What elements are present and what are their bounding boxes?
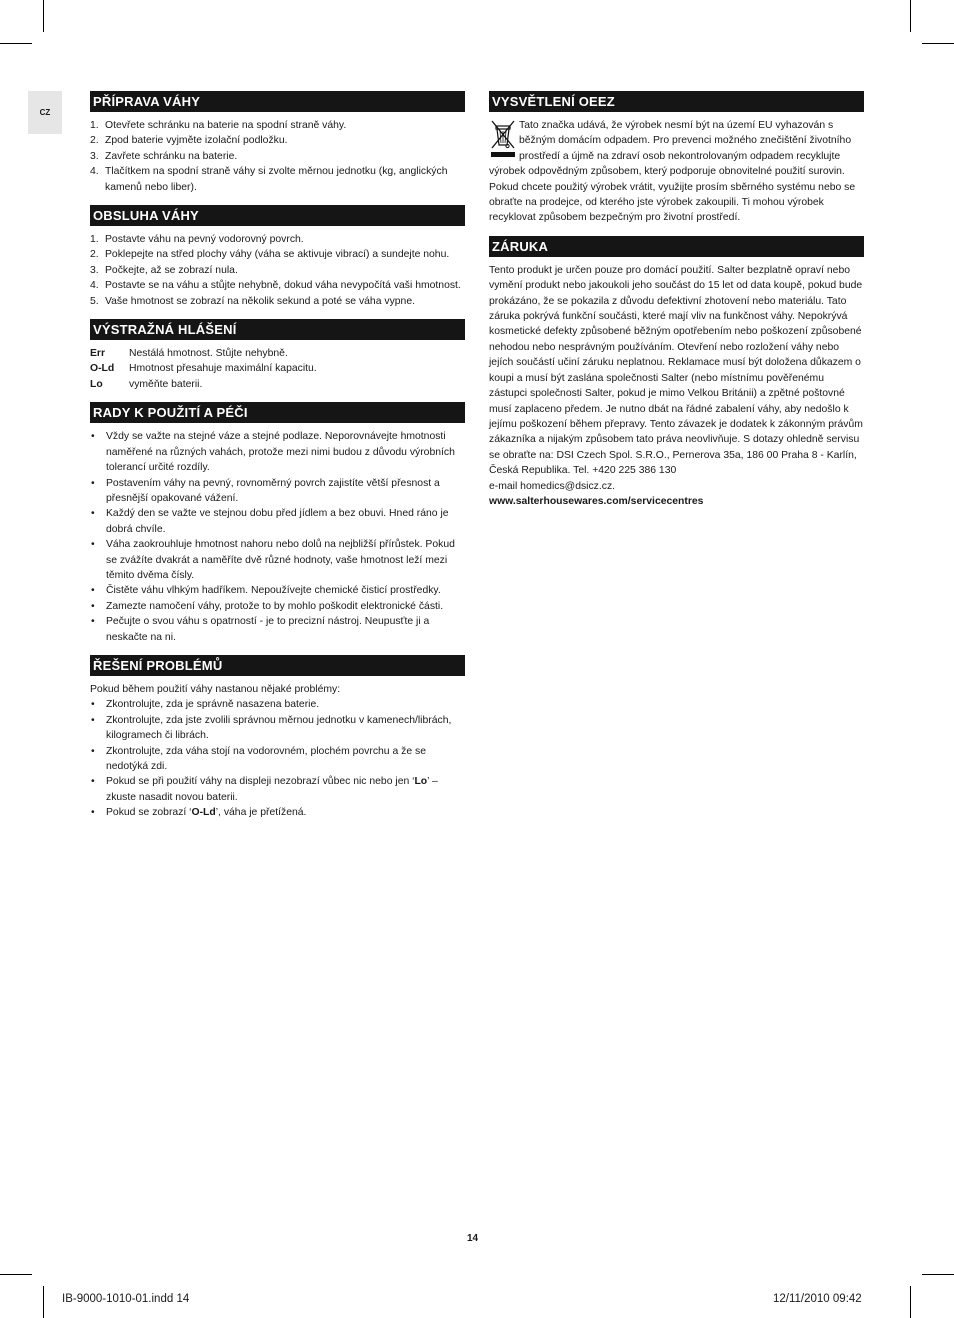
numbered-list <box>90 118 465 195</box>
contact-email: e-mail homedics@dsicz.cz. <box>489 480 616 492</box>
right-column <box>489 91 864 519</box>
list-item <box>90 697 465 712</box>
bullet-list <box>90 429 465 645</box>
language-tab: CZ <box>28 91 62 134</box>
weee-notice <box>489 118 864 226</box>
list-item <box>90 744 465 775</box>
weee-text: Tato značka udává, že výrobek nesmí být na území EU vyhazován s běžným domácím odpadem. Pro prevenci možného znečištění životního prostředí a újmě na zdraví osob nekontrolovaným odpadem recyklujte výrobek odpovědným způsobem, který podporuje obnovitelné použití surovin. Pokud chcete použitý výrobek vrátit, využijte prosím sběrného systému nebo se obraťte na prodejce, od kterého jste výrobek zakoupili. Ti mohou výrobek recyklovat způsobem bezpečným pro životní prostředí. <box>489 120 856 224</box>
item-text: Čistěte váhu vlhkým hadříkem. Nepoužívejte chemické čisticí prostředky. <box>106 585 441 597</box>
item-text: Zpod baterie vyjměte izolační podložku. <box>105 135 288 147</box>
page-number: 14 <box>467 1233 479 1244</box>
footer-datetime: 12/11/2010 09:42 <box>773 1293 862 1305</box>
section-reseni <box>90 655 465 821</box>
item-text: Každý den se važte ve stejnou dobu před jídlem a bez obuvi. Hned ráno je dobrá chvíle. <box>106 508 449 535</box>
list-item <box>90 247 465 262</box>
item-text: Váha zaokrouhluje hmotnost nahoru nebo dolů na nejbližší přírůstek. Pokud se zvážíte dvakrát a naměříte dvě různé hodnoty, vaše hmotnost leží mezi těmito dvěma čísly. <box>106 539 455 581</box>
item-number: 1. <box>90 234 99 246</box>
item-text <box>106 713 465 744</box>
list-item <box>90 294 465 309</box>
bullet-icon: • <box>91 616 95 628</box>
footer-file-name: IB-9000-1010-01.indd 14 <box>62 1293 190 1305</box>
numbered-list <box>90 232 465 309</box>
item-text-part: Zkontrolujte, zda váha stojí na vodorovném, plochém povrchu a že se nedotýká zdi. <box>106 745 426 772</box>
section-priprava <box>90 91 465 195</box>
section-rady <box>90 402 465 645</box>
bullet-icon: • <box>91 714 95 726</box>
intro-text: Pokud během použití váhy nastanou nějaké problémy: <box>90 683 341 695</box>
list-item <box>90 537 465 583</box>
bullet-icon: • <box>91 431 95 443</box>
bullet-icon: • <box>91 600 95 612</box>
bullet-icon: • <box>91 807 95 819</box>
item-number: 1. <box>90 120 99 131</box>
list-item <box>90 614 465 645</box>
item-number: 2. <box>90 135 99 147</box>
item-text-part: Zkontrolujte, zda je správně nasazena baterie. <box>106 699 320 711</box>
bullet-icon: • <box>91 699 95 711</box>
crop-mark <box>922 1274 954 1275</box>
list-item <box>90 805 465 820</box>
bullet-icon: • <box>91 776 95 788</box>
item-number: 5. <box>90 295 99 307</box>
item-number: 2. <box>90 249 99 261</box>
list-item <box>90 278 465 293</box>
list-item <box>90 774 465 805</box>
bullet-icon: • <box>91 745 95 757</box>
item-text: Postavte váhu na pevný vodorovný povrch. <box>105 234 304 246</box>
section-heading: VYSVĚTLENÍ OEEZ <box>489 91 864 112</box>
section-vystrazna <box>90 319 465 392</box>
crossed-out-wheelie-bin-icon <box>489 118 517 158</box>
error-code-row <box>90 377 465 392</box>
item-text: Pečujte o svou váhu s opatrností - je to precizní nástroj. Neupusťte ji a neskačte na ni. <box>106 616 430 643</box>
item-number: 4. <box>90 166 99 178</box>
list-item <box>90 232 465 247</box>
list-item <box>90 713 465 744</box>
section-heading: RADY K POUŽITÍ A PÉČI <box>90 402 465 423</box>
warranty-text: Tento produkt je určen pouze pro domácí použití. Salter bezplatně opraví nebo vymění produkt nebo jakoukoli jeho součást do 15 let od data koupě, pokud bude prokázáno, že se pokazila z důvodu defektivní zhotovení nebo materiálu. Tato záruka pokrývá funkční součásti, které mají vliv na funkčnost váhy. Nepokrývá kosmetické defekty způsobené běžným opotřebením nebo poškození způsobené nehodou nebo nesprávným používáním. Otevření nebo rozložení váhy nebo jejích součástí učiní záruku neplatnou. Reklamace musí být doložena důkazem o koupi a musí být zaslána společnosti Salter (nebo místnímu pověřenému zástupci společnosti Salter, pokud je mimo Velkou Británii) a zpětné poštovné musí zaplaceno předem. Je nutno dbát na řádné zabalení váhy, aby nedošlo k jejímu poškození během přepravy. Tento závazek je dodatek k zákonným právům zákazníka a nijakým způsobem tato práva neovlivňuje. S dotazy ohledně servisu se obraťte na: DSI Czech Spol. S.R.O., Pernerova 35a, 186 00 Praha 8 - Karlín, Česká Republika. Tel. +420 225 386 130 <box>489 264 863 477</box>
item-text <box>106 697 319 712</box>
item-text-part: Pokud se při použití váhy na displeji nezobrazí vůbec nic nebo jen ‘ <box>106 776 415 788</box>
item-text: Otevřete schránku na baterie na spodní straně váhy. <box>105 120 347 131</box>
crop-mark <box>910 1286 911 1318</box>
list-item <box>90 506 465 537</box>
list-item <box>90 263 465 278</box>
bullet-icon: • <box>91 477 95 489</box>
item-number: 3. <box>90 264 99 276</box>
crop-mark <box>922 43 954 44</box>
bullet-icon: • <box>91 539 95 551</box>
item-text: Zavřete schránku na baterie. <box>105 150 238 162</box>
bullet-icon: • <box>91 508 95 520</box>
item-text: Počkejte, až se zobrazí nula. <box>105 264 238 276</box>
list-item <box>90 583 465 598</box>
error-code: Err <box>90 348 106 360</box>
error-code-row <box>90 361 465 376</box>
section-heading: VÝSTRAŽNÁ HLÁŠENÍ <box>90 319 465 340</box>
error-description: vyměňte baterii. <box>129 378 203 390</box>
section-zaruka <box>489 236 864 510</box>
item-text: Zamezte namočení váhy, protože to by mohlo poškodit elektronické části. <box>106 600 444 612</box>
display-code: O-Ld <box>191 807 216 819</box>
section-heading: PŘÍPRAVA VÁHY <box>90 91 465 112</box>
list-item <box>90 476 465 507</box>
section-oeez <box>489 91 864 226</box>
list-item <box>90 118 465 133</box>
section-heading: OBSLUHA VÁHY <box>90 205 465 226</box>
list-item <box>90 133 465 148</box>
item-text-part: ’ – zkuste nasadit novou baterii. <box>106 776 438 803</box>
item-text: Vaše hmotnost se zobrazí na několik sekund a poté se váha vypne. <box>105 295 415 307</box>
crop-mark <box>43 1286 44 1318</box>
item-text-part: Zkontrolujte, zda jste zvolili správnou měrnou jednotku v kamenech/librách, kilogramech či librách. <box>106 714 452 742</box>
section-obsluha <box>90 205 465 309</box>
item-text: Postavte se na váhu a stůjte nehybně, dokud váha nevypočítá vaši hmotnost. <box>105 280 461 292</box>
crop-mark <box>910 0 911 32</box>
error-code: O-Ld <box>90 363 115 375</box>
error-description: Hmotnost přesahuje maximální kapacitu. <box>129 363 317 375</box>
list-item <box>90 149 465 164</box>
item-text-part: ’, váha je přetížená. <box>215 807 307 819</box>
item-text: Poklepejte na střed plochy váhy (váha se aktivuje vibrací) a sundejte nohu. <box>105 249 450 261</box>
section-heading: ZÁRUKA <box>489 236 864 257</box>
crop-mark <box>0 1274 32 1275</box>
item-number: 4. <box>90 280 99 292</box>
list-item <box>90 164 465 195</box>
item-text: Postavením váhy na pevný, rovnoměrný povrch zajistíte větší přesnost a přesnější opakované vážení. <box>106 477 440 504</box>
crop-mark <box>43 0 44 32</box>
display-code: Lo <box>414 776 428 788</box>
error-description: Nestálá hmotnost. Stůjte nehybně. <box>129 348 288 360</box>
item-number: 3. <box>90 150 99 162</box>
item-text-part: Pokud se zobrazí ‘ <box>106 807 192 819</box>
left-column <box>90 91 465 831</box>
item-text: Tlačítkem na spodní straně váhy si zvolte měrnou jednotku (kg, anglických kamenů nebo liber). <box>105 166 448 193</box>
section-heading: ŘEŠENÍ PROBLÉMŮ <box>90 655 465 676</box>
item-text: Vždy se važte na stejné váze a stejné podlaze. Neporovnávejte hmotnosti naměřené na různých vahách, protože mezi nimi budou z důvodu výrobních tolerancí určité rozdíly. <box>106 431 455 474</box>
service-url-link[interactable]: www.salterhousewares.com/servicecentres <box>489 495 704 507</box>
item-text <box>106 744 465 775</box>
crop-mark <box>0 43 32 44</box>
item-text <box>106 805 306 820</box>
list-item <box>90 599 465 614</box>
error-code: Lo <box>90 378 103 390</box>
bullet-icon: • <box>91 585 95 597</box>
list-item <box>90 429 465 475</box>
bullet-list <box>90 697 465 820</box>
error-code-row <box>90 346 465 361</box>
item-text <box>106 774 465 805</box>
